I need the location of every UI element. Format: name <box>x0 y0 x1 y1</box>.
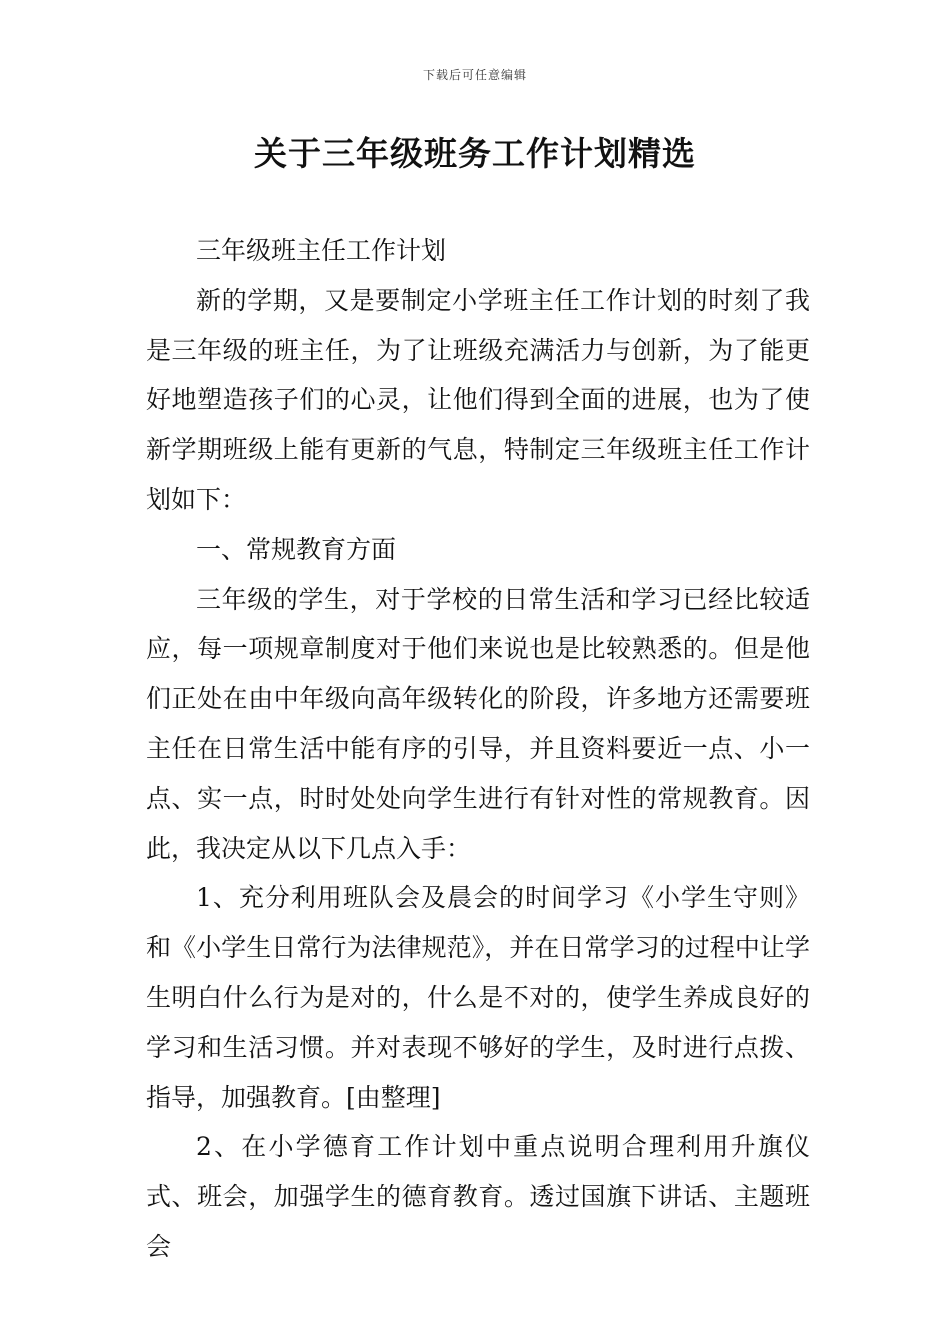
document-title: 关于三年级班务工作计划精选 <box>254 134 696 173</box>
document-body <box>146 226 810 1272</box>
header-note: 下载后可任意编辑 <box>422 68 527 82</box>
paragraph-routine-education: 三年级的学生，对于学校的日常生活和学习已经比较适应，每一项规章制度对于他们来说也是比较熟悉的。但是他们正处在由中年级向高年级转化的阶段，许多地方还需要班主任在日常生活中能有序的引导，并且资料要近一点、小一点、实一点，时时处处向学生进行有针对性的常规教育。因此，我决定从以下几点入手： <box>146 584 810 863</box>
section-heading-routine-education: 一、常规教育方面 <box>196 534 397 564</box>
paragraph-item-2: 2、在小学德育工作计划中重点说明合理利用升旗仪式、班会，加强学生的德育教育。透过国旗下讲话、主题班会 <box>146 1132 810 1261</box>
paragraph-intro: 新的学期，又是要制定小学班主任工作计划的时刻了我是三年级的班主任，为了让班级充满活力与创新，为了能更好地塑造孩子们的心灵，让他们得到全面的进展，也为了使新学期班级上能有更新的气息，特制定三年级班主任工作计划如下： <box>146 285 810 514</box>
paragraph-item-1: 1、充分利用班队会及晨会的时间学习《小学生守则》和《小学生日常行为法律规范》，并在日常学习的过程中让学生明白什么行为是对的，什么是不对的，使学生养成良好的学习和生活习惯。并对表现不够好的学生，及时进行点拨、指导，加强教育。[由整理] <box>146 883 810 1112</box>
section-heading-plan: 三年级班主任工作计划 <box>196 236 447 265</box>
